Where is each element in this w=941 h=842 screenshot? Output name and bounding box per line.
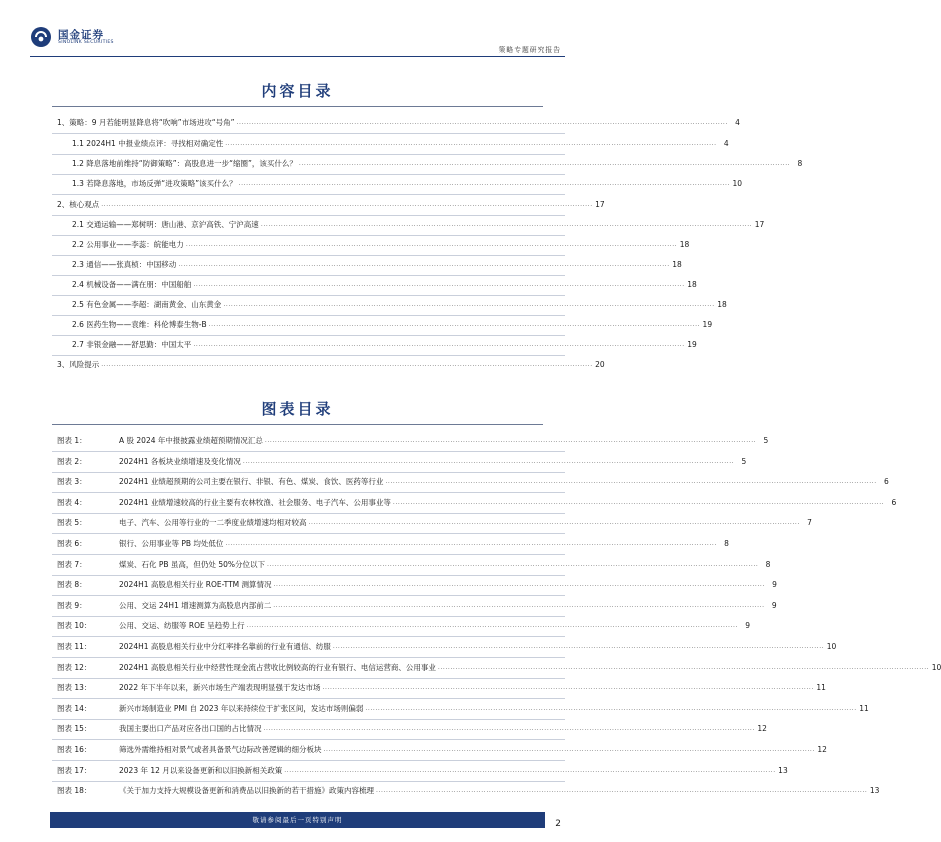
figure-item-number: 图表 4： [57, 498, 87, 507]
figure-item-label: 公用、交运 24H1 增速测算为高股息内部前二 [119, 601, 272, 610]
figure-item-label: 2023 年 12 月以来设备更新和以旧换新相关政策 [119, 766, 283, 775]
toc-item[interactable] [72, 278, 697, 292]
toc-item-label: 2.2 公用事业——李蕊：皖能电力 [72, 240, 184, 249]
figure-item-number: 图表 12： [57, 663, 92, 672]
toc-item-label: 1.1 2024H1 中报业绩点评：寻找相对确定性 [72, 139, 224, 148]
figure-item-page: 8 [724, 539, 729, 548]
figure-item-number: 图表 11： [57, 642, 92, 651]
toc-item-page: 19 [702, 320, 713, 329]
toc-row-divider [52, 275, 565, 276]
page-number: 2 [555, 819, 561, 829]
report-type: 策略专题研究报告 [498, 46, 561, 54]
toc-dot-leader: .................................................................................................................................................................................................... [208, 321, 701, 328]
toc-row-divider [52, 335, 565, 336]
figure-dot-leader: .................................................................................................................................................................................................... [332, 643, 825, 650]
toc-row-divider [52, 174, 565, 175]
figure-item-label: 2024H1 各板块业绩增速及变化情况 [119, 457, 241, 466]
figure-item-label: 我国主要出口产品对应各出口国的占比情况 [119, 724, 262, 733]
figure-dot-leader: .................................................................................................................................................................................................... [376, 787, 868, 794]
figure-item-page: 10 [826, 642, 837, 651]
toc-item-label: 2.3 通信——张真桢：中国移动 [72, 260, 177, 269]
figure-item-number: 图表 14： [57, 704, 92, 713]
toc-title-divider [52, 106, 543, 107]
figure-dot-leader: .................................................................................................................................................................................................... [284, 767, 776, 774]
figure-dot-leader: .................................................................................................................................................................................................... [273, 581, 765, 588]
figure-item[interactable] [57, 661, 941, 675]
figure-item[interactable] [57, 784, 880, 798]
figure-row-divider [52, 636, 565, 637]
toc-dot-leader: .................................................................................................................................................................................................... [260, 221, 753, 228]
footer-disclaimer[interactable]: 敬请参阅最后一页特别声明 [252, 816, 343, 824]
figure-row-divider [52, 451, 565, 452]
figure-item-label: 电子、汽车、公用等行业的一二季度业绩增速均相对较高 [119, 518, 307, 527]
figure-item-page: 9 [745, 621, 751, 630]
figure-item-label: 2024H1 高股息相关行业中经营性现金流占营收比例较高的行业有银行、电信运营商、公用事业 [119, 663, 436, 672]
figure-item-label: 2024H1 业绩增速较高的行业主要有农林牧渔、社会服务、电子汽车、公用事业等 [119, 498, 391, 507]
figure-item-number: 图表 15： [57, 724, 92, 733]
toc-item-page: 20 [595, 360, 605, 369]
toc-row-divider [52, 315, 565, 316]
figure-item-number: 图表 13： [57, 683, 92, 692]
figure-dot-leader: .................................................................................................................................................................................................... [308, 519, 800, 526]
toc-row-divider [52, 295, 565, 296]
figure-item-page: 11 [859, 704, 869, 713]
figure-item-label: 筛选外需维持相对景气或者具备景气边际改善逻辑的细分板块 [119, 745, 322, 754]
toc-item-page: 18 [717, 300, 727, 309]
toc-item-label: 3、风险提示 [57, 360, 100, 369]
figure-item-number: 图表 2： [57, 457, 87, 466]
figure-item[interactable] [57, 475, 889, 489]
toc-item[interactable] [72, 238, 690, 252]
figure-item[interactable] [57, 702, 869, 716]
figure-row-divider [52, 698, 565, 699]
figure-row-divider [52, 678, 565, 679]
figure-item-number: 图表 7： [57, 560, 87, 569]
figure-dot-leader: .................................................................................................................................................................................................... [225, 540, 717, 547]
figure-item-label: A 股 2024 年中报披露业绩超预期情况汇总 [119, 436, 263, 445]
figure-item[interactable] [57, 434, 769, 448]
toc-item-label: 2.1 交通运输——郑树明：唐山港、京沪高铁、宁沪高速 [72, 220, 259, 229]
toc-dot-leader: .................................................................................................................................................................................................... [193, 281, 685, 288]
figure-dot-leader: .................................................................................................................................................................................................... [437, 664, 930, 671]
toc-dot-leader: .................................................................................................................................................................................................... [101, 361, 593, 368]
figure-item-page: 5 [741, 457, 747, 466]
toc-item-label: 2、核心观点 [57, 200, 100, 209]
figure-item-page: 5 [763, 436, 769, 445]
toc-item[interactable] [72, 298, 727, 312]
toc-item[interactable] [57, 198, 605, 212]
figure-item-page: 7 [807, 518, 812, 527]
figure-item[interactable] [57, 619, 751, 633]
figure-item-page: 11 [816, 683, 826, 692]
figure-item[interactable] [57, 681, 826, 695]
toc-item-page: 18 [679, 240, 690, 249]
toc-dot-leader: .................................................................................................................................................................................................... [298, 160, 791, 167]
figure-item[interactable] [57, 599, 777, 613]
figure-dot-leader: .................................................................................................................................................................................................... [365, 705, 857, 712]
toc-item-page: 8 [797, 159, 803, 168]
toc-item[interactable] [72, 258, 682, 272]
figure-item-label: 银行、公用事业等 PB 均处低位 [119, 539, 224, 548]
figure-item-number: 图表 17： [57, 766, 92, 775]
figure-item[interactable] [57, 764, 788, 778]
figure-row-divider [52, 760, 565, 761]
figure-row-divider [52, 616, 565, 617]
toc-item-label: 1、策略：9 月若能明显降息将“吹响”市场进攻“号角” [57, 118, 235, 127]
footer-bar [50, 812, 545, 828]
toc-item[interactable] [72, 318, 713, 332]
figure-row-divider [52, 739, 565, 740]
figure-item-number: 图表 5： [57, 518, 87, 527]
figure-dot-leader: .................................................................................................................................................................................................... [323, 746, 815, 753]
figure-item[interactable] [57, 640, 837, 654]
figure-row-divider [52, 492, 565, 493]
figure-item-number: 图表 3： [57, 477, 87, 486]
toc-item-page: 18 [687, 280, 697, 289]
figure-item-page: 6 [891, 498, 897, 507]
figure-dot-leader: .................................................................................................................................................................................................... [273, 602, 765, 609]
figure-item-number: 图表 18： [57, 786, 92, 795]
toc-dot-leader: .................................................................................................................................................................................................... [185, 241, 678, 248]
toc-item[interactable] [72, 137, 729, 151]
toc-row-divider [52, 255, 565, 256]
figure-row-divider [52, 554, 565, 555]
figure-item-label: 2024H1 高股息相关行业 ROE-TTM 测算情况 [119, 580, 272, 589]
toc-row-divider [52, 235, 565, 236]
toc-item-page: 17 [595, 200, 605, 209]
figure-row-divider [52, 513, 565, 514]
toc-dot-leader: .................................................................................................................................................................................................... [101, 201, 593, 208]
toc-dot-leader: .................................................................................................................................................................................................... [236, 119, 728, 126]
figure-dot-leader: .................................................................................................................................................................................................... [246, 622, 739, 629]
figure-dot-leader: .................................................................................................................................................................................................... [242, 458, 735, 465]
toc-item[interactable] [72, 338, 697, 352]
figure-item-number: 图表 16： [57, 745, 92, 754]
figure-item[interactable] [57, 722, 767, 736]
figure-item-page: 10 [931, 663, 941, 672]
toc-row-divider [52, 194, 565, 195]
figure-item-page: 9 [771, 601, 777, 610]
figure-item[interactable] [57, 537, 729, 551]
toc-item-page: 17 [754, 220, 765, 229]
toc-item-label: 2.6 医药生物——袁维：科伦博泰生物-B [72, 320, 207, 329]
figure-item[interactable] [57, 455, 747, 469]
toc-dot-leader: .................................................................................................................................................................................................... [193, 341, 685, 348]
figure-item[interactable] [57, 743, 827, 757]
toc-title: 内容目录 [261, 82, 334, 100]
figure-row-divider [52, 657, 565, 658]
figure-dot-leader: .................................................................................................................................................................................................... [392, 499, 885, 506]
figure-item-number: 图表 9： [57, 601, 87, 610]
figure-item[interactable] [57, 578, 777, 592]
toc-item-page: 19 [687, 340, 697, 349]
toc-item-label: 2.7 非银金融——舒思勤：中国太平 [72, 340, 192, 349]
figure-item-label: 2024H1 高股息相关行业中分红率排名靠前的行业有通信、纺服 [119, 642, 331, 651]
toc-item-page: 10 [732, 179, 743, 188]
company-logo [30, 26, 180, 50]
figure-dot-leader: .................................................................................................................................................................................................... [263, 725, 755, 732]
figure-item-label: 2022 年下半年以来，新兴市场生产端表现明显强于发达市场 [119, 683, 321, 692]
figure-row-divider [52, 533, 565, 534]
figure-item[interactable] [57, 516, 812, 530]
toc-row-divider [52, 355, 565, 356]
toc-dot-leader: .................................................................................................................................................................................................... [178, 261, 670, 268]
figure-item-page: 8 [765, 560, 771, 569]
figure-item-page: 6 [884, 477, 889, 486]
figure-item-number: 图表 8： [57, 580, 87, 589]
figure-item-label: 2024H1 业绩超预期的公司主要在银行、非银、有色、煤炭、食饮、医药等行业 [119, 477, 384, 486]
toc-row-divider [52, 215, 565, 216]
figure-item-page: 12 [757, 724, 767, 733]
toc-item[interactable] [72, 218, 765, 232]
figure-item-number: 图表 10： [57, 621, 92, 630]
figure-item-label: 煤炭、石化 PB 虽高，但仍处 50%分位以下 [119, 560, 265, 569]
figure-row-divider [52, 595, 565, 596]
toc-item-label: 1.3 若降息落地，市场反弹“进攻策略”该买什么？ [72, 179, 237, 188]
figure-item-page: 13 [778, 766, 788, 775]
toc-item-page: 4 [723, 139, 729, 148]
figure-item-page: 9 [772, 580, 777, 589]
toc-dot-leader: .................................................................................................................................................................................................... [225, 140, 717, 147]
toc-item[interactable] [57, 116, 740, 130]
figure-dot-leader: .................................................................................................................................................................................................... [322, 684, 814, 691]
toc-item-label: 2.4 机械设备——满在朋：中国船舶 [72, 280, 192, 289]
figure-item[interactable] [57, 496, 897, 510]
logo-chinese-name: 国金证券 [58, 29, 104, 41]
figure-item[interactable] [57, 558, 771, 572]
logo-english-name: SINOLINK SECURITIES [58, 40, 114, 45]
figures-title: 图表目录 [261, 400, 334, 418]
figure-row-divider [52, 575, 565, 576]
figure-row-divider [52, 719, 565, 720]
figure-item-page: 12 [817, 745, 827, 754]
figure-item-number: 图表 1： [57, 436, 87, 445]
figure-dot-leader: .................................................................................................................................................................................................... [264, 437, 757, 444]
figure-item-label: 《关于加力支持大规模设备更新和消费品以旧换新的若干措施》政策内容梳理 [119, 786, 374, 795]
sinolink-logo-icon [30, 26, 52, 48]
toc-item-page: 4 [735, 118, 740, 127]
figure-item-label: 公用、交运、纺服等 ROE 呈趋势上行 [119, 621, 245, 630]
toc-item[interactable] [57, 358, 605, 372]
toc-dot-leader: .................................................................................................................................................................................................... [223, 301, 715, 308]
toc-row-divider [52, 133, 565, 134]
figure-row-divider [52, 781, 565, 782]
figure-item-number: 图表 6： [57, 539, 87, 548]
toc-dot-leader: .................................................................................................................................................................................................... [238, 180, 731, 187]
figure-dot-leader: .................................................................................................................................................................................................... [385, 478, 877, 485]
toc-item-page: 18 [672, 260, 682, 269]
figure-item-page: 13 [869, 786, 880, 795]
figure-item-label: 新兴市场制造业 PMI 自 2023 年以来持续位于扩张区间，发达市场则偏弱 [119, 704, 364, 713]
toc-item-label: 2.5 有色金属——李超：湖南黄金、山东黄金 [72, 300, 222, 309]
toc-row-divider [52, 154, 565, 155]
toc-item[interactable] [72, 157, 803, 171]
toc-item[interactable] [72, 177, 743, 191]
header-divider [30, 56, 565, 57]
figure-row-divider [52, 472, 565, 473]
toc-item-label: 1.2 降息落地前维持“防御策略”：高股息进一步“缩圈”，该买什么？ [72, 159, 297, 168]
figures-title-divider [52, 424, 543, 425]
figure-dot-leader: .................................................................................................................................................................................................... [267, 561, 759, 568]
